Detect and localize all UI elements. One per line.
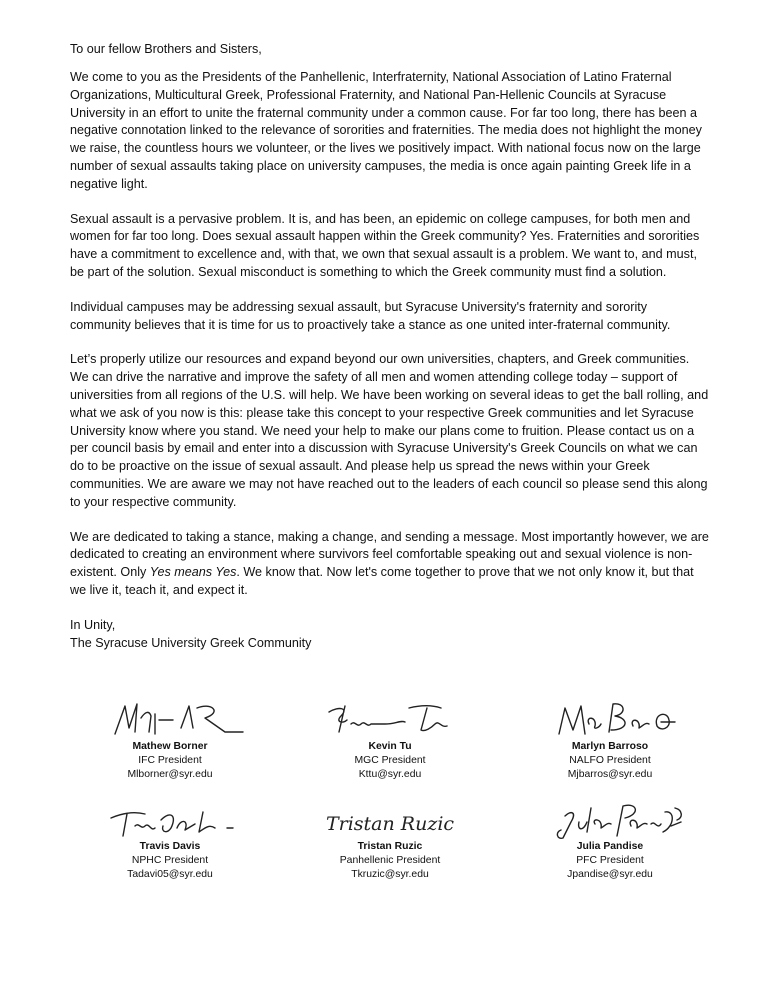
paragraph-2: Sexual assault is a pervasive problem. It is, and has been, an epidemic on college campuses, for both men and women for far too long. Does sexual assault happen within the Greek community? Yes. Fraternities and sororities have a commitment to excellence and, with that, we own that sexual assault is a problem. We want to, and must, be part of the solution. Sexual misconduct is something to which the Greek community must find a solution. — [70, 211, 700, 279]
paragraph-5 — [70, 529, 710, 600]
closing-line: In Unity, — [70, 617, 116, 632]
handwritten-signature-tu — [305, 698, 475, 740]
handwritten-signature-davis — [85, 802, 255, 840]
signatory-name: Mathew Borner — [132, 741, 208, 752]
signatory-nalfo — [510, 698, 710, 782]
signatory-name: Kevin Tu — [368, 741, 412, 752]
signatory-email: Mlborner@syr.edu — [127, 769, 213, 780]
salutation: To our fellow Brothers and Sisters, — [70, 42, 262, 56]
signatory-panhellenic — [290, 802, 490, 882]
signatory-title: MGC President — [354, 755, 426, 766]
signatory-email: Tadavi05@syr.edu — [127, 869, 213, 880]
paragraph-5-after: . We know that. Now let's come together to prove that we not only know it, but that we live it, teach it, and expect it. — [70, 565, 694, 597]
paragraph-3: Individual campuses may be addressing sexual assault, but Syracuse University's fraternity and sorority community believes that it is time for us to proactively take a stance as one united inter-fraternal community. — [70, 299, 671, 332]
closing-signature: The Syracuse University Greek Community — [70, 635, 312, 650]
signatory-title: IFC President — [138, 755, 202, 766]
signatory-email: Kttu@syr.edu — [358, 769, 422, 780]
handwritten-signature-barroso — [525, 698, 695, 740]
paragraph-5-emphasis: Yes means Yes — [149, 565, 237, 580]
signatory-mgc — [290, 698, 490, 782]
handwritten-signature-borner — [85, 698, 255, 740]
signatory-title: NALFO President — [569, 755, 651, 766]
signatory-title: Panhellenic President — [339, 855, 441, 866]
paragraph-4: Let’s properly utilize our resources and expand beyond our own universities, chapters, and Greek communities. We can drive the narrative and improve the safety of all men and women attending college today – support of universities from all regions of the U.S. will help. We have been working on several ideas to get the ball rolling, and what we ask of you now is this: please take this concept to your respective Greek communities and let Syracuse University know where you stand. We need your help to make our plans come to fruition. Please contact us on a per council basis by email and enter into a discussion with Syracuse University's Greek Councils on what we can do to be proactive on the issue of sexual assault. And please help us spread the news within your Greek communities. We are aware we may not have reached out to the leaders of each council so please send this along to your respective community. — [70, 352, 709, 509]
letter-body — [70, 40, 710, 652]
signature-block — [70, 698, 710, 888]
signatory-name: Julia Pandise — [576, 841, 644, 852]
signatory-ifc — [70, 698, 270, 782]
paragraph-1: We come to you as the Presidents of the Panhellenic, Interfraternity, National Association of Latino Fraternal Organizations, Multicultural Greek, Professional Fraternity, and National Pan-Hellenic Councils at Syracuse University in an effort to unite the fraternal community under a common cause. For far too long, there has been a negative connotation linked to the relevance of sororities and fraternities. The media does not highlight the money we raise, the countless hours we volunteer, or the lives we positively impact. With national focus now on the large number of sexual assaults taking place on university campuses, the media is once again painting Greek life in a negative light. — [70, 70, 702, 191]
handwritten-signature-pandise — [525, 802, 695, 840]
paragraph-5-before: We are dedicated to taking a stance, making a change, and sending a message. Most importantly however, we are dedicated to creating an environment where survivors feel comfortable speaking out and sexual violence is non-existent. Only — [70, 529, 709, 580]
signatory-name: Tristan Ruzic — [357, 841, 423, 852]
signatory-title: PFC President — [576, 855, 644, 866]
handwritten-signature-ruzic — [305, 802, 475, 840]
signatory-name: Travis Davis — [139, 841, 201, 852]
signatory-title: NPHC President — [131, 855, 209, 866]
signatory-email: Jpandise@syr.edu — [567, 869, 653, 880]
signature-text: Tristan Ruzic — [325, 813, 455, 835]
signatory-name: Marlyn Barroso — [571, 741, 649, 752]
signatory-email: Tkruzic@syr.edu — [351, 869, 429, 880]
signatory-email: Mjbarros@syr.edu — [567, 769, 653, 780]
signatory-pfc — [510, 802, 710, 882]
signatory-nphc — [70, 802, 270, 882]
